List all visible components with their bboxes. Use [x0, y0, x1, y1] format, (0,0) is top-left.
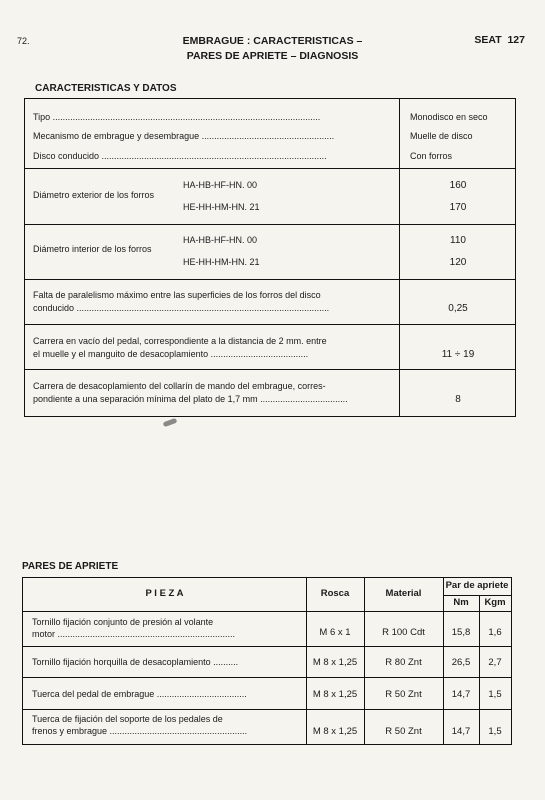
table-row-1-line1: Tornillo fijación conjunto de presión al volante	[32, 617, 214, 627]
page-number: 72.	[17, 36, 30, 46]
header-subdivider	[443, 595, 511, 596]
characteristics-heading: CARACTERISTICAS Y DATOS	[35, 83, 177, 94]
row-diam-ext-value1: 160	[449, 180, 467, 191]
row-divider	[25, 369, 515, 370]
row-tipo-value: Monodisco en seco	[410, 112, 488, 122]
row-disco-value: Con forros	[410, 151, 453, 161]
row-diam-ext-model2: HE-HH-HM-HN. 21	[183, 202, 260, 212]
row-divider	[25, 168, 515, 169]
row-carrera-desacople-line2: pondiente a una separación mínima del plato de 1,7 mm ...................................	[33, 394, 348, 404]
table-row-4-line2: frenos y embrague .......................................................	[32, 726, 248, 736]
table-row-1-kgm: 1,6	[488, 627, 502, 638]
row-divider	[25, 279, 515, 280]
row-mecanismo-value: Muelle de disco	[410, 131, 473, 141]
table-row-4-line1: Tuerca de fijación del soporte de los pedales de	[32, 714, 223, 724]
table-row-2-rosca: M 8 x 1,25	[312, 657, 358, 668]
table-row-1-nm: 15,8	[451, 627, 471, 638]
row-diam-ext-label: Diámetro exterior de los forros	[33, 190, 155, 200]
row-divider	[25, 324, 515, 325]
row-diam-int-value2: 120	[449, 257, 467, 268]
column-divider	[479, 595, 480, 744]
row-carrera-vacio-line1: Carrera en vacío del pedal, correspondiente a la distancia de 2 mm. entre	[33, 336, 327, 346]
table-row-3-kgm: 1,5	[488, 689, 502, 700]
row-carrera-desacople-line1: Carrera de desacoplamiento del collarín de mando del embrague, corres-	[33, 381, 326, 391]
col-header-pieza: P I E Z A	[145, 588, 184, 599]
row-diam-ext-value2: 170	[449, 202, 467, 213]
table-row-2-material: R 80 Znt	[385, 657, 422, 668]
row-mecanismo-label: Mecanismo de embrague y desembrague .....................................................	[33, 131, 335, 141]
page-title	[0, 34, 545, 64]
table-row-3-line1: Tuerca del pedal de embrague ....................................	[32, 689, 247, 699]
table-row-1-material: R 100 Cdt	[382, 627, 425, 638]
row-carrera-desacople-value: 8	[455, 394, 461, 405]
brand-name: SEAT	[474, 34, 502, 46]
row-carrera-vacio-value: 11 ÷ 19	[441, 349, 475, 360]
row-divider	[23, 709, 511, 710]
row-disco-label: Disco conducido ..........................................................................................	[33, 151, 327, 161]
table-row-3-material: R 50 Znt	[385, 689, 422, 700]
brand-page-number: 127	[507, 34, 525, 46]
table-row-4-nm: 14,7	[451, 726, 471, 737]
characteristics-table	[24, 98, 516, 417]
torque-heading: PARES DE APRIETE	[22, 561, 119, 572]
header-divider	[23, 611, 511, 612]
row-diam-int-label: Diámetro interior de los forros	[33, 244, 152, 254]
row-diam-ext-model1: HA-HB-HF-HN. 00	[183, 180, 258, 190]
page-title-line2: PARES DE APRIETE – DIAGNOSIS	[186, 50, 359, 62]
table-row-4-material: R 50 Znt	[385, 726, 422, 737]
col-header-nm: Nm	[453, 597, 469, 608]
table-row-3-nm: 14,7	[451, 689, 471, 700]
table-row-3-rosca: M 8 x 1,25	[312, 689, 358, 700]
torque-table	[22, 577, 512, 745]
row-diam-int-model1: HA-HB-HF-HN. 00	[183, 235, 258, 245]
row-tipo-label: Tipo ...........................................................................................................	[33, 112, 321, 122]
table-row-4-rosca: M 8 x 1,25	[312, 726, 358, 737]
row-divider	[23, 677, 511, 678]
row-paralelismo-value: 0,25	[448, 303, 468, 314]
col-header-rosca: Rosca	[320, 588, 350, 599]
row-diam-int-model2: HE-HH-HM-HN. 21	[183, 257, 260, 267]
ink-smudge	[163, 418, 178, 427]
table-row-1-line2: motor .......................................................................	[32, 629, 236, 639]
table-row-2-nm: 26,5	[451, 657, 471, 668]
col-header-material: Material	[385, 588, 422, 599]
row-divider	[23, 646, 511, 647]
brand-header	[474, 34, 525, 46]
page-title-line1: EMBRAGUE : CARACTERISTICAS –	[182, 35, 363, 47]
row-paralelismo-line2: conducido .....................................................................................................	[33, 303, 330, 313]
row-diam-int-value1: 110	[450, 235, 466, 246]
row-paralelismo-line1: Falta de paralelismo máximo entre las superficies de los forros del disco	[33, 290, 321, 300]
table-row-2-kgm: 2,7	[488, 657, 502, 668]
col-header-kgm: Kgm	[484, 597, 506, 608]
table-row-4-kgm: 1,5	[488, 726, 502, 737]
table-row-1-rosca: M 6 x 1	[319, 627, 351, 638]
row-divider	[25, 224, 515, 225]
row-carrera-vacio-line2: el muelle y el manguito de desacoplamiento .......................................	[33, 349, 309, 359]
table-row-2-line1: Tornillo fijación horquilla de desacoplamiento ..........	[32, 657, 239, 667]
col-header-par: Par de apriete	[445, 580, 509, 591]
